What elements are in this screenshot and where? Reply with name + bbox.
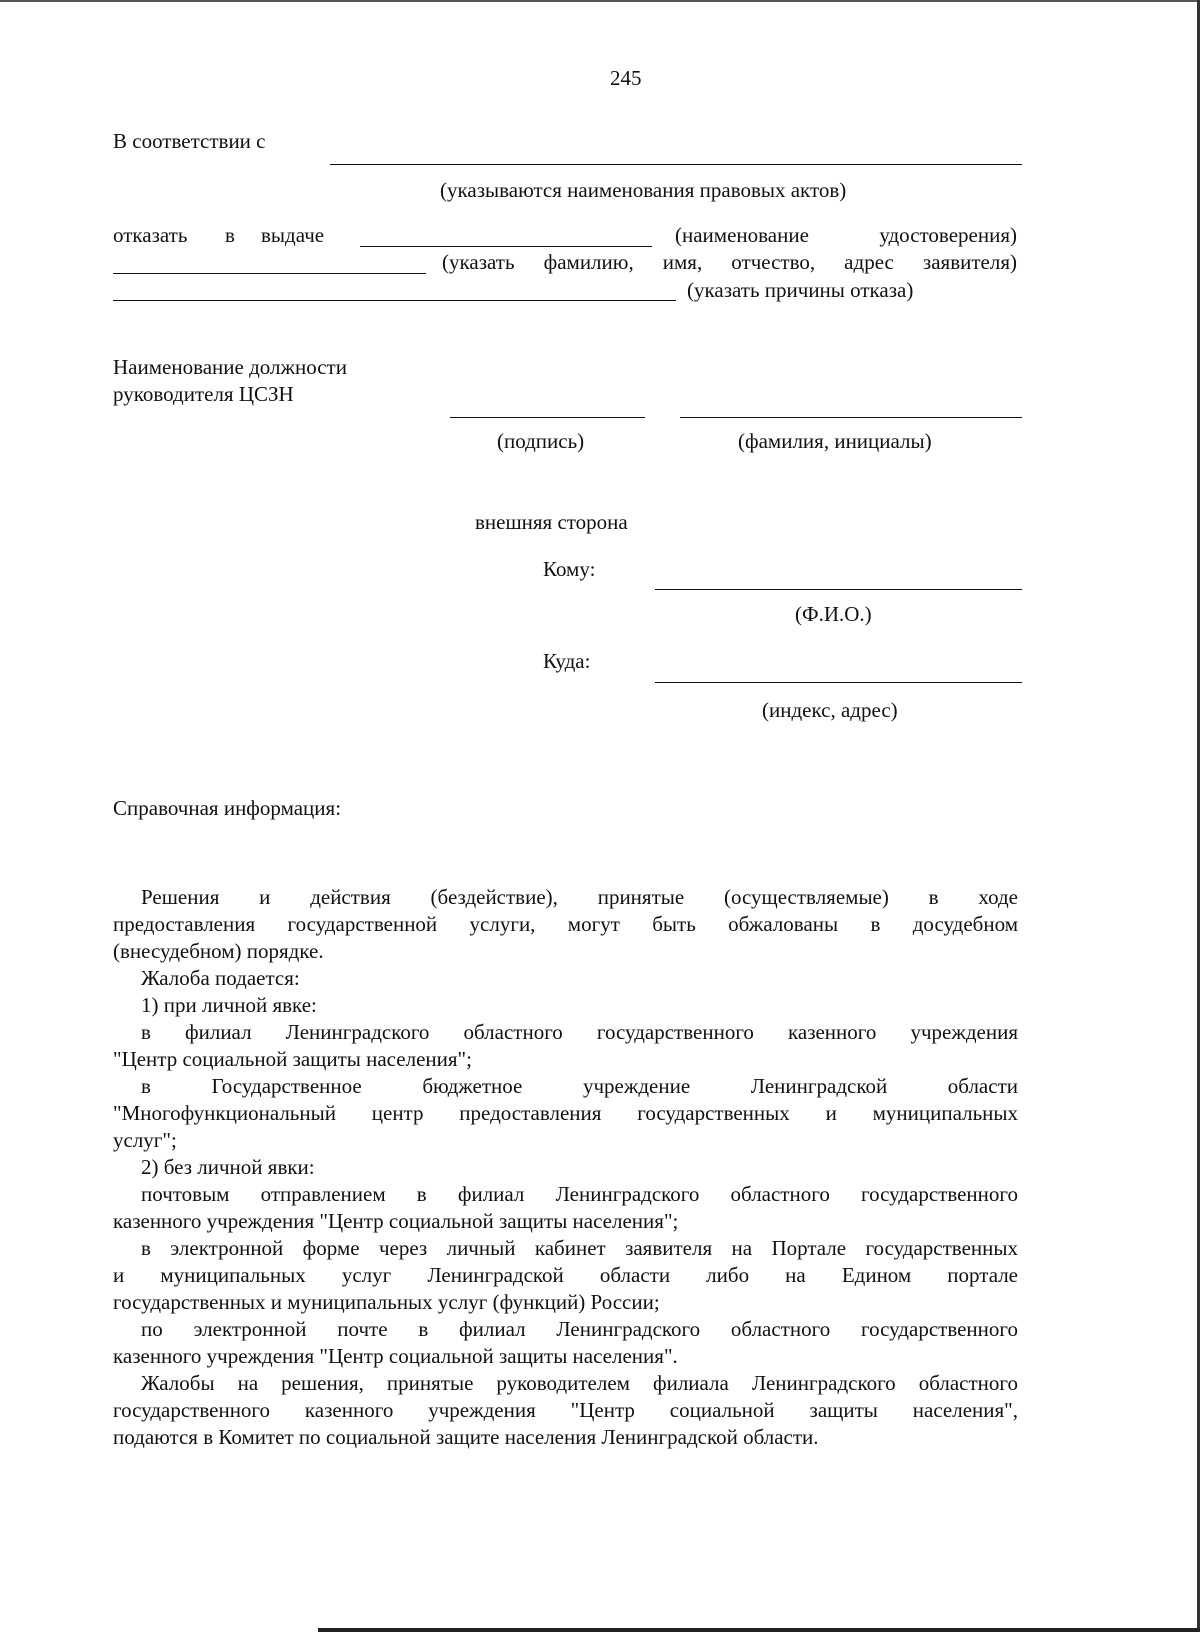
name-line	[680, 417, 1022, 418]
ref-p6: 2) без личной явки:	[141, 1155, 315, 1179]
ref-p2: Жалоба подается:	[141, 966, 300, 990]
ref-p4-line-1: в филиал Ленинградского областного государственного казенного учреждения	[141, 1020, 1018, 1044]
refuse-word-1: отказать	[113, 223, 188, 247]
to-label: Кому:	[543, 557, 596, 581]
to-hint: (Ф.И.О.)	[795, 602, 872, 626]
ref-p4-line-2: "Центр социальной защиты населения";	[113, 1047, 472, 1071]
reason-hint: (указать причины отказа)	[687, 278, 914, 302]
certificate-hint: (наименование удостоверения)	[675, 223, 1017, 247]
where-line	[655, 682, 1022, 683]
ref-p9-line-1: по электронной почте в филиал Ленинградского областного государственного	[141, 1317, 1018, 1341]
ref-p10-line-3: подаются в Комитет по социальной защите населения Ленинградской области.	[113, 1425, 819, 1449]
page-number: 245	[610, 66, 642, 90]
where-hint: (индекс, адрес)	[762, 698, 898, 722]
to-line	[655, 589, 1022, 590]
scan-top-edge	[0, 0, 1200, 2]
ref-p1-line-1: Решения и действия (бездействие), принятые (осуществляемые) в ходе	[141, 885, 1018, 909]
refuse-word-3: выдаче	[261, 223, 325, 247]
signature-hint: (подпись)	[497, 429, 585, 453]
ref-p9-line-2: казенного учреждения "Центр социальной защиты населения".	[113, 1344, 678, 1368]
reason-line	[113, 300, 676, 301]
ref-p7-line-1: почтовым отправлением в филиал Ленинградского областного государственного	[141, 1182, 1018, 1206]
position-line-2: руководителя ЦСЗН	[113, 382, 294, 406]
certificate-line	[360, 246, 652, 247]
applicant-hint: (указать фамилию, имя, отчество, адрес заявителя)	[442, 250, 1017, 274]
position-line-1: Наименование должности	[113, 355, 347, 379]
ref-p1-line-2: предоставления государственной услуги, могут быть обжалованы в досудебном	[113, 912, 1018, 936]
ref-p5-line-2: "Многофункциональный центр предоставления государственных и муниципальных	[113, 1101, 1018, 1125]
ref-p1-line-3: (внесудебном) порядке.	[113, 939, 324, 963]
accordance-label: В соответствии с	[113, 129, 266, 153]
scan-bottom-edge	[318, 1628, 1200, 1632]
applicant-line	[113, 273, 426, 274]
ref-p8-line-1: в электронной форме через личный кабинет заявителя на Портале государственных	[141, 1236, 1018, 1260]
legal-acts-hint: (указываются наименования правовых актов)	[440, 178, 847, 202]
ref-p10-line-1: Жалобы на решения, принятые руководителем филиала Ленинградского областного	[141, 1371, 1018, 1395]
where-label: Куда:	[543, 649, 591, 673]
ref-p8-line-3: государственных и муниципальных услуг (функций) России;	[113, 1290, 660, 1314]
legal-acts-line	[330, 164, 1022, 165]
ref-p10-line-2: государственного казенного учреждения "Центр социальной защиты населения",	[113, 1398, 1018, 1422]
ref-p7-line-2: казенного учреждения "Центр социальной защиты населения";	[113, 1209, 679, 1233]
ref-p5-line-1: в Государственное бюджетное учреждение Ленинградской области	[141, 1074, 1018, 1098]
refuse-word-2: в	[225, 223, 235, 247]
outer-side-label: внешняя сторона	[475, 510, 628, 534]
reference-heading: Справочная информация:	[113, 796, 342, 820]
ref-p5-line-3: услуг";	[113, 1128, 177, 1152]
name-hint: (фамилия, инициалы)	[738, 429, 932, 453]
ref-p3: 1) при личной явке:	[141, 993, 317, 1017]
ref-p8-line-2: и муниципальных услуг Ленинградской области либо на Едином портале	[113, 1263, 1018, 1287]
signature-line	[450, 417, 645, 418]
